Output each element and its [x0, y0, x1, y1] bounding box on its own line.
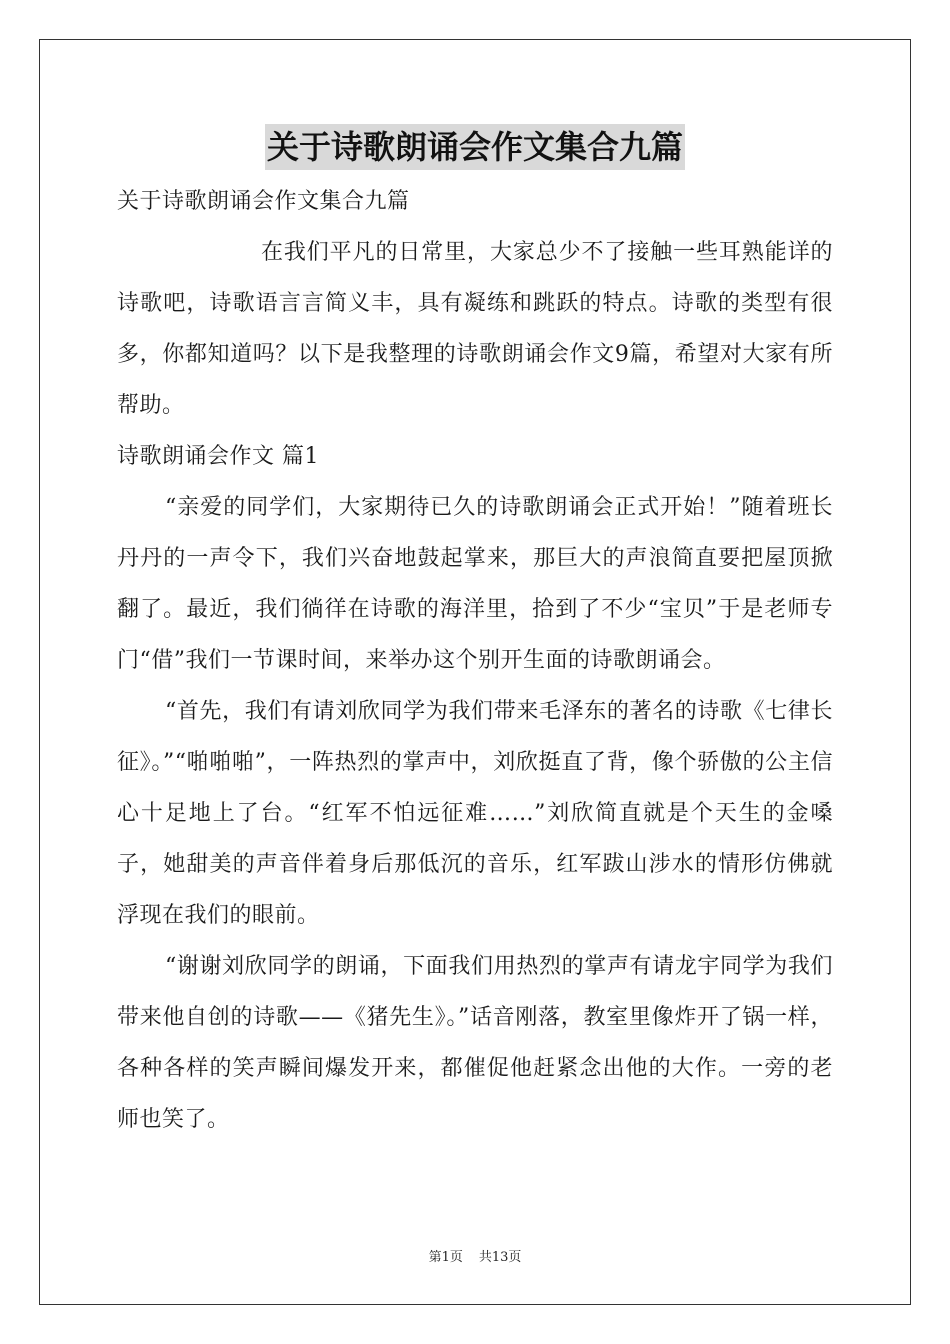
section-heading: 诗歌朗诵会作文 篇1: [117, 444, 319, 469]
intro-paragraph: 在我们平凡的日常里，大家总少不了接触一些耳熟能详的诗歌吧，诗歌语言言简义丰，具有凝练和跳跃的特点。诗歌的类型有很多，你都知道吗？以下是我整理的诗歌朗诵会作文9篇，希望对大家有所帮助。: [117, 240, 833, 418]
title-container: [0, 124, 950, 170]
page-footer: [0, 1246, 950, 1265]
page-number: 第1页: [428, 1250, 463, 1265]
body-paragraph: “亲爱的同学们，大家期待已久的诗歌朗诵会正式开始！”随着班长丹丹的一声令下，我们兴奋地鼓起掌来，那巨大的声浪简直要把屋顶掀翻了。最近，我们徜徉在诗歌的海洋里，拾到了不少“宝贝”于是老师专门“借”我们一节课时间，来举办这个别开生面的诗歌朗诵会。: [117, 495, 833, 673]
document-body: [117, 176, 833, 1145]
document-title: 关于诗歌朗诵会作文集合九篇: [265, 124, 685, 170]
body-paragraph: “首先，我们有请刘欣同学为我们带来毛泽东的著名的诗歌《七律长征》。”“啪啪啪”，一阵热烈的掌声中，刘欣挺直了背，像个骄傲的公主信心十足地上了台。“红军不怕远征难……”刘欣简直就是个天生的金嗓子，她甜美的声音伴着身后那低沉的音乐，红军跋山涉水的情形仿佛就浮现在我们的眼前。: [117, 699, 833, 928]
body-paragraph: “谢谢刘欣同学的朗诵，下面我们用热烈的掌声有请龙宇同学为我们带来他自创的诗歌——《猪先生》。”话音刚落，教室里像炸开了锅一样，各种各样的笑声瞬间爆发开来，都催促他赶紧念出他的大作。一旁的老师也笑了。: [117, 954, 833, 1132]
page-total: 共13页: [478, 1250, 522, 1265]
document-subtitle: 关于诗歌朗诵会作文集合九篇: [117, 189, 410, 214]
